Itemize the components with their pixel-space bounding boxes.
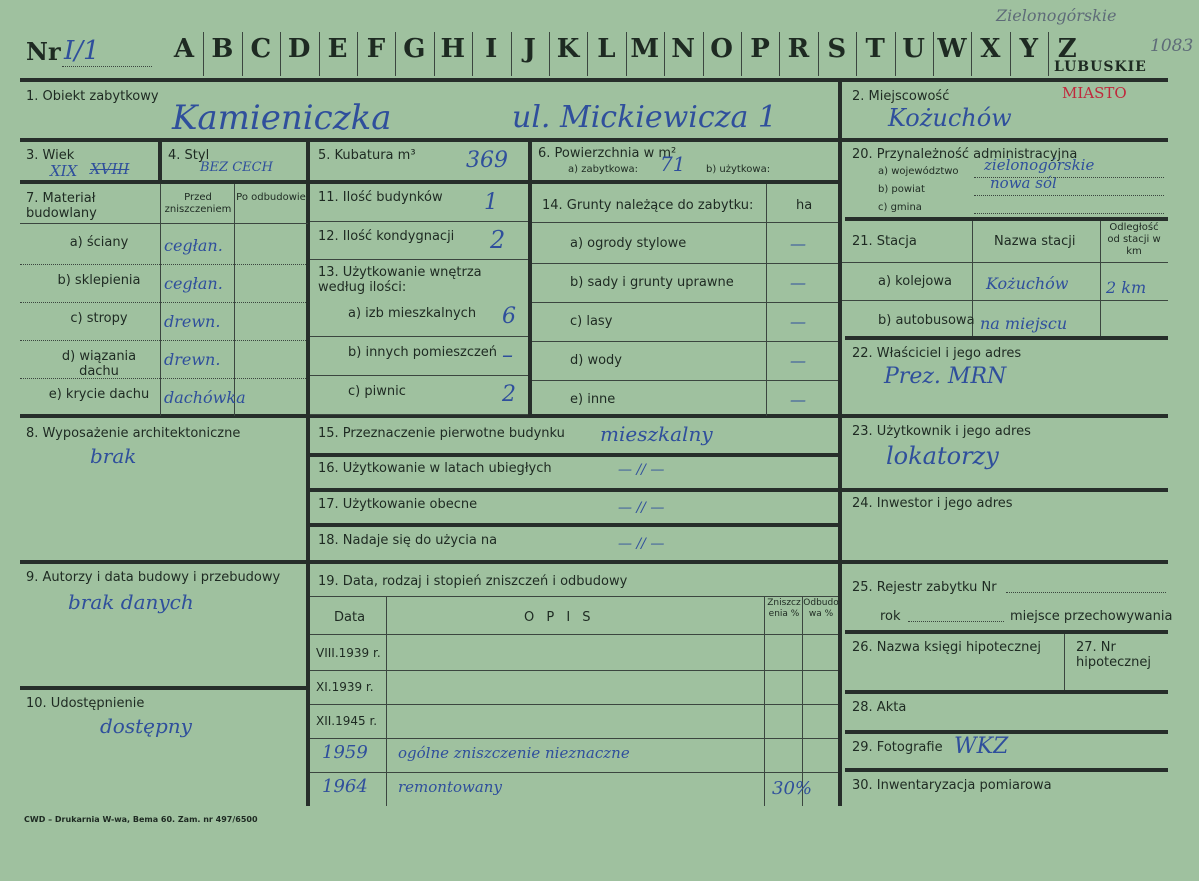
f7-row-value: dachówka [164, 388, 246, 407]
index-letter-m[interactable]: M [630, 34, 660, 64]
f21-col-line-2 [1100, 221, 1101, 336]
f20-b: b) powiat [878, 184, 925, 195]
f19-row-line [310, 738, 838, 739]
f7-row-label: b) sklepienia [57, 273, 141, 288]
f7-col1: Przed zniszczeniem [164, 192, 232, 215]
f14-row-label: e) inne [570, 392, 616, 407]
f7-row-value: drewn. [164, 350, 221, 369]
index-letter-divider [587, 32, 588, 76]
f19-col-line-2 [764, 596, 765, 806]
f21-head-line [842, 262, 1168, 263]
index-letter-divider [319, 32, 320, 76]
f29-label: 29. Fotografie [852, 740, 943, 755]
index-letter-a[interactable]: A [173, 34, 195, 64]
f19-row-opis: ogólne zniszczenie nieznaczne [398, 744, 630, 762]
f11-line [310, 221, 528, 222]
index-letter-f[interactable]: F [366, 34, 386, 64]
f7-col2: Po odbudowie [236, 192, 306, 203]
f18-label: 18. Nadaje się do użycia na [318, 533, 498, 548]
f2-label: 2. Miejscowość [852, 89, 950, 104]
f7-row-line [20, 302, 306, 303]
f23-label: 23. Użytkownik i jego adres [852, 424, 1031, 439]
f21-a: a) kolejowa [878, 274, 952, 289]
index-letter-divider [971, 32, 972, 76]
f19-row-date: 1964 [322, 776, 368, 797]
index-letter-i[interactable]: I [485, 34, 498, 64]
f13-row-value: – [502, 343, 513, 368]
index-letter-d[interactable]: D [287, 34, 311, 64]
f17-label: 17. Użytkowanie obecne [318, 497, 478, 512]
f19-row-date: XI.1939 r. [316, 680, 374, 694]
index-letter-divider [203, 32, 204, 76]
rule-r4 [845, 336, 1168, 340]
f10-label: 10. Udostępnienie [26, 696, 145, 711]
f7-label: 7. Materiał budowlany [26, 191, 97, 221]
f13-row-line [310, 375, 528, 376]
f7-row-value: cegłan. [164, 236, 223, 255]
f20-c: c) gmina [878, 202, 922, 213]
f3-label: 3. Wiek [26, 148, 75, 163]
f19-col-line-3 [802, 596, 803, 806]
index-letter-y[interactable]: Y [1019, 34, 1039, 64]
f27-label: 27. Nr hipotecznej [1076, 640, 1151, 670]
f9-label: 9. Autorzy i data budowy i przebudowy [26, 570, 281, 585]
f13-row-label: c) piwnic [348, 384, 406, 399]
f14-row-label: c) lasy [570, 314, 613, 329]
nr-label: Nr [26, 37, 61, 66]
f12-line [310, 259, 528, 260]
f9-value: brak danych [68, 590, 194, 614]
index-letter-divider [703, 32, 704, 76]
index-letter-u[interactable]: U [902, 34, 925, 64]
f21-mid-line [842, 300, 1168, 301]
f19-label: 19. Data, rodzaj i stopień zniszczeń i odbudowy [318, 574, 628, 589]
index-letter-w[interactable]: W [937, 34, 967, 64]
f7-row-label: c) stropy [70, 311, 128, 326]
f25-rok-line [908, 621, 1004, 622]
f7-row-line [20, 340, 306, 341]
f4-value: BEZ CECH [200, 160, 273, 175]
region-stamp: LUBUSKIE [1054, 59, 1147, 75]
f19-row-opis: remontowany [398, 778, 502, 796]
f14-row-value: — [790, 234, 806, 253]
f14-row-value: — [790, 273, 806, 292]
f6-a: a) zabytkowa: [568, 164, 638, 175]
f10-value: dostępny [100, 714, 192, 738]
f22-label: 22. Właściciel i jego adres [852, 346, 1022, 361]
f13-row-value: 2 [502, 382, 516, 407]
index-letter-n[interactable]: N [671, 34, 696, 64]
f19-row-date: VIII.1939 r. [316, 646, 381, 660]
f17-value: — // — [618, 500, 665, 516]
f19-col-date: Data [334, 610, 366, 625]
index-letter-divider [280, 32, 281, 76]
index-letter-x[interactable]: X [980, 34, 1001, 64]
f7-row-line [20, 378, 306, 379]
f14-row-line [532, 341, 838, 342]
f14-head-line [532, 222, 838, 223]
f14-row-line [532, 263, 838, 264]
f19-row-zn: 30% [772, 778, 813, 799]
f21-col-dist: Odległość od stacji w km [1107, 222, 1161, 257]
f19-row-date: XII.1945 r. [316, 714, 378, 728]
f3-struck: XVIII [90, 160, 130, 178]
col-rule-b [838, 80, 842, 806]
f15-value: mieszkalny [600, 422, 713, 446]
f14-row-label: b) sady i grunty uprawne [570, 275, 734, 290]
f21-b: b) autobusowa [878, 313, 975, 328]
f2-note: MIASTO [1062, 84, 1127, 102]
f5-value: 369 [466, 148, 508, 173]
rule-r7 [310, 488, 1168, 492]
f12-value: 2 [490, 226, 506, 254]
index-letter-divider [664, 32, 665, 76]
f8-label: 8. Wyposażenie architektoniczne [26, 426, 241, 441]
index-letter-c[interactable]: C [250, 34, 272, 64]
f20-b-line [974, 195, 1164, 196]
index-letter-divider [472, 32, 473, 76]
f20-a-value: zielonogórskie [984, 156, 1095, 174]
f19-col-zn: Zniszczenia % [767, 598, 801, 619]
f20-label: 20. Przynależność administracyjna [852, 147, 1078, 162]
f22-value: Prez. MRN [884, 364, 1007, 389]
f8-value: brak [90, 444, 137, 468]
index-letter-divider [856, 32, 857, 76]
f7-row-line [20, 264, 306, 265]
f19-head-top [310, 596, 838, 597]
f13-row-label: a) izb mieszkalnych [348, 306, 477, 321]
f6-label: 6. Powierzchnia w m² [538, 146, 677, 161]
index-letter-divider [1010, 32, 1011, 76]
f7-col-line-2 [234, 184, 235, 416]
index-letter-h[interactable]: H [440, 34, 466, 64]
f25-line [1006, 592, 1166, 593]
index-letter-l[interactable]: L [597, 34, 616, 64]
f7-head-line [20, 223, 308, 224]
index-letter-divider [741, 32, 742, 76]
f14-row-value: — [790, 312, 806, 331]
index-letter-z[interactable]: Z [1057, 34, 1077, 64]
f3-value: XIX [50, 162, 78, 180]
f26-divider [1064, 634, 1065, 690]
f26-label: 26. Nazwa księgi hipotecznej [852, 640, 1041, 655]
f19-row-line [310, 772, 838, 773]
f7-row-label: d) wiązania dachu [61, 349, 137, 379]
col-rule-a [306, 138, 310, 806]
f5-label: 5. Kubatura m³ [318, 148, 416, 163]
f1-label: 1. Obiekt zabytkowy [26, 89, 159, 104]
index-letter-k[interactable]: K [556, 34, 580, 64]
rule-r12 [845, 690, 1168, 694]
f13-row-line [310, 414, 528, 415]
f15-label: 15. Przeznaczenie pierwotne budynku [318, 426, 565, 441]
f14-row-label: d) wody [570, 353, 622, 368]
rule-r14 [845, 768, 1168, 772]
index-letter-s[interactable]: S [827, 34, 847, 64]
rule-top [20, 78, 1168, 82]
f2-value: Kożuchów [888, 104, 1012, 132]
f23-value: lokatorzy [886, 442, 999, 470]
f19-row-line [310, 704, 838, 705]
f13-row-label: b) innych pomieszczeń [348, 345, 498, 360]
f25-miejsce: miejsce przechowywania [1010, 609, 1173, 624]
index-letter-divider [549, 32, 550, 76]
f25-rok: rok [880, 609, 901, 624]
index-letter-j[interactable]: J [523, 34, 536, 64]
index-letter-b[interactable]: B [211, 34, 234, 64]
f19-col-opis: O P I S [524, 610, 595, 625]
index-letter-divider [779, 32, 780, 76]
f16-label: 16. Użytkowanie w latach ubiegłych [318, 461, 552, 476]
f19-col-od: Odbudowa % [803, 598, 839, 619]
f20-b-value: nowa sól [990, 174, 1057, 192]
f29-value: WKZ [954, 734, 1009, 759]
f13-row-value: 6 [502, 304, 516, 329]
f14-row-line [532, 380, 838, 381]
nr-value: I/1 [64, 36, 100, 66]
f14-row-value: — [790, 390, 806, 409]
f19-row-date: 1959 [322, 742, 368, 763]
f19-head-bottom [310, 634, 838, 635]
rule-r2c [530, 180, 840, 184]
f16-value: — // — [618, 462, 665, 478]
f19-row-line [310, 670, 838, 671]
rule-r5 [20, 414, 1168, 418]
f13-row-line [310, 336, 528, 337]
f6-b: b) użytkowa: [706, 164, 771, 175]
index-letter-t[interactable]: T [865, 34, 885, 64]
f28-label: 28. Akta [852, 700, 907, 715]
rule-r1 [20, 138, 1168, 142]
f7-row-value: cegłan. [164, 274, 223, 293]
f14-unit: ha [796, 198, 813, 213]
index-letter-divider [818, 32, 819, 76]
f21-col-name: Nazwa stacji [994, 234, 1076, 249]
f14-row-label: a) ogrody stylowe [570, 236, 687, 251]
index-letter-g[interactable]: G [403, 34, 426, 64]
index-letter-divider [357, 32, 358, 76]
index-letter-divider [434, 32, 435, 76]
f20-a-line [974, 177, 1164, 178]
rule-r2b [310, 180, 530, 184]
rule-r2 [20, 180, 310, 184]
f14-label: 14. Grunty należące do zabytku: [542, 198, 754, 213]
f4-label: 4. Styl [168, 148, 210, 163]
f14-row-line [532, 302, 838, 303]
f11-label: 11. Ilość budynków [318, 190, 443, 205]
f7-row-value: drewn. [164, 312, 221, 331]
f24-label: 24. Inwestor i jego adres [852, 496, 1013, 511]
printer-imprint: CWD – Drukarnia W-wa, Bema 60. Zam. nr 497/6500 [24, 815, 258, 824]
f1-value: Kamieniczka [172, 98, 392, 138]
index-letter-divider [511, 32, 512, 76]
index-letter-divider [933, 32, 934, 76]
f19-col-line-1 [386, 596, 387, 806]
index-letter-r[interactable]: R [787, 34, 810, 64]
index-letter-divider [395, 32, 396, 76]
f21-a-name: Kożuchów [986, 274, 1069, 293]
rule-r9 [20, 560, 1168, 564]
nr-dotted-line [62, 66, 152, 67]
f6-a-value: 71 [660, 152, 686, 176]
f14-row-value: — [790, 351, 806, 370]
index-letter-divider [626, 32, 627, 76]
f12-label: 12. Ilość kondygnacji [318, 229, 455, 244]
rule-r3 [845, 217, 1168, 221]
f14-col-line [766, 184, 767, 416]
f11-value: 1 [484, 190, 498, 215]
f30-label: 30. Inwentaryzacja pomiarowa [852, 778, 1052, 793]
f13-label: 13. Użytkowanie wnętrza według ilości: [318, 265, 482, 295]
f1-address: ul. Mickiewicza 1 [512, 100, 778, 135]
rule-r10 [845, 630, 1168, 634]
stamp-number: 1083 [1150, 36, 1194, 56]
rule-r8 [310, 523, 840, 527]
f21-a-dist: 2 km [1106, 278, 1147, 297]
index-letter-divider [242, 32, 243, 76]
f21-label: 21. Stacja [852, 234, 917, 249]
f7-row-label: a) ściany [69, 235, 129, 250]
col-rule-c [158, 138, 162, 182]
index-letter-o[interactable]: O [710, 34, 733, 64]
f25-label: 25. Rejestr zabytku Nr [852, 580, 997, 595]
stamp-note: Zielonogórskie [996, 6, 1117, 25]
f18-value: — // — [618, 536, 665, 552]
f7-col-line-1 [160, 184, 161, 416]
index-letter-divider [895, 32, 896, 76]
f21-b-name: na miejscu [980, 314, 1068, 333]
f7-row-label: e) krycie dachu [48, 387, 150, 402]
index-letter-p[interactable]: P [750, 34, 770, 64]
f20-a: a) województwo [878, 166, 959, 177]
rule-r11 [20, 686, 310, 690]
f20-c-line [974, 213, 1164, 214]
col-rule-d [528, 138, 532, 416]
index-letter-e[interactable]: E [327, 34, 348, 64]
index-letter-divider [1048, 32, 1049, 76]
rule-r6 [310, 453, 840, 457]
